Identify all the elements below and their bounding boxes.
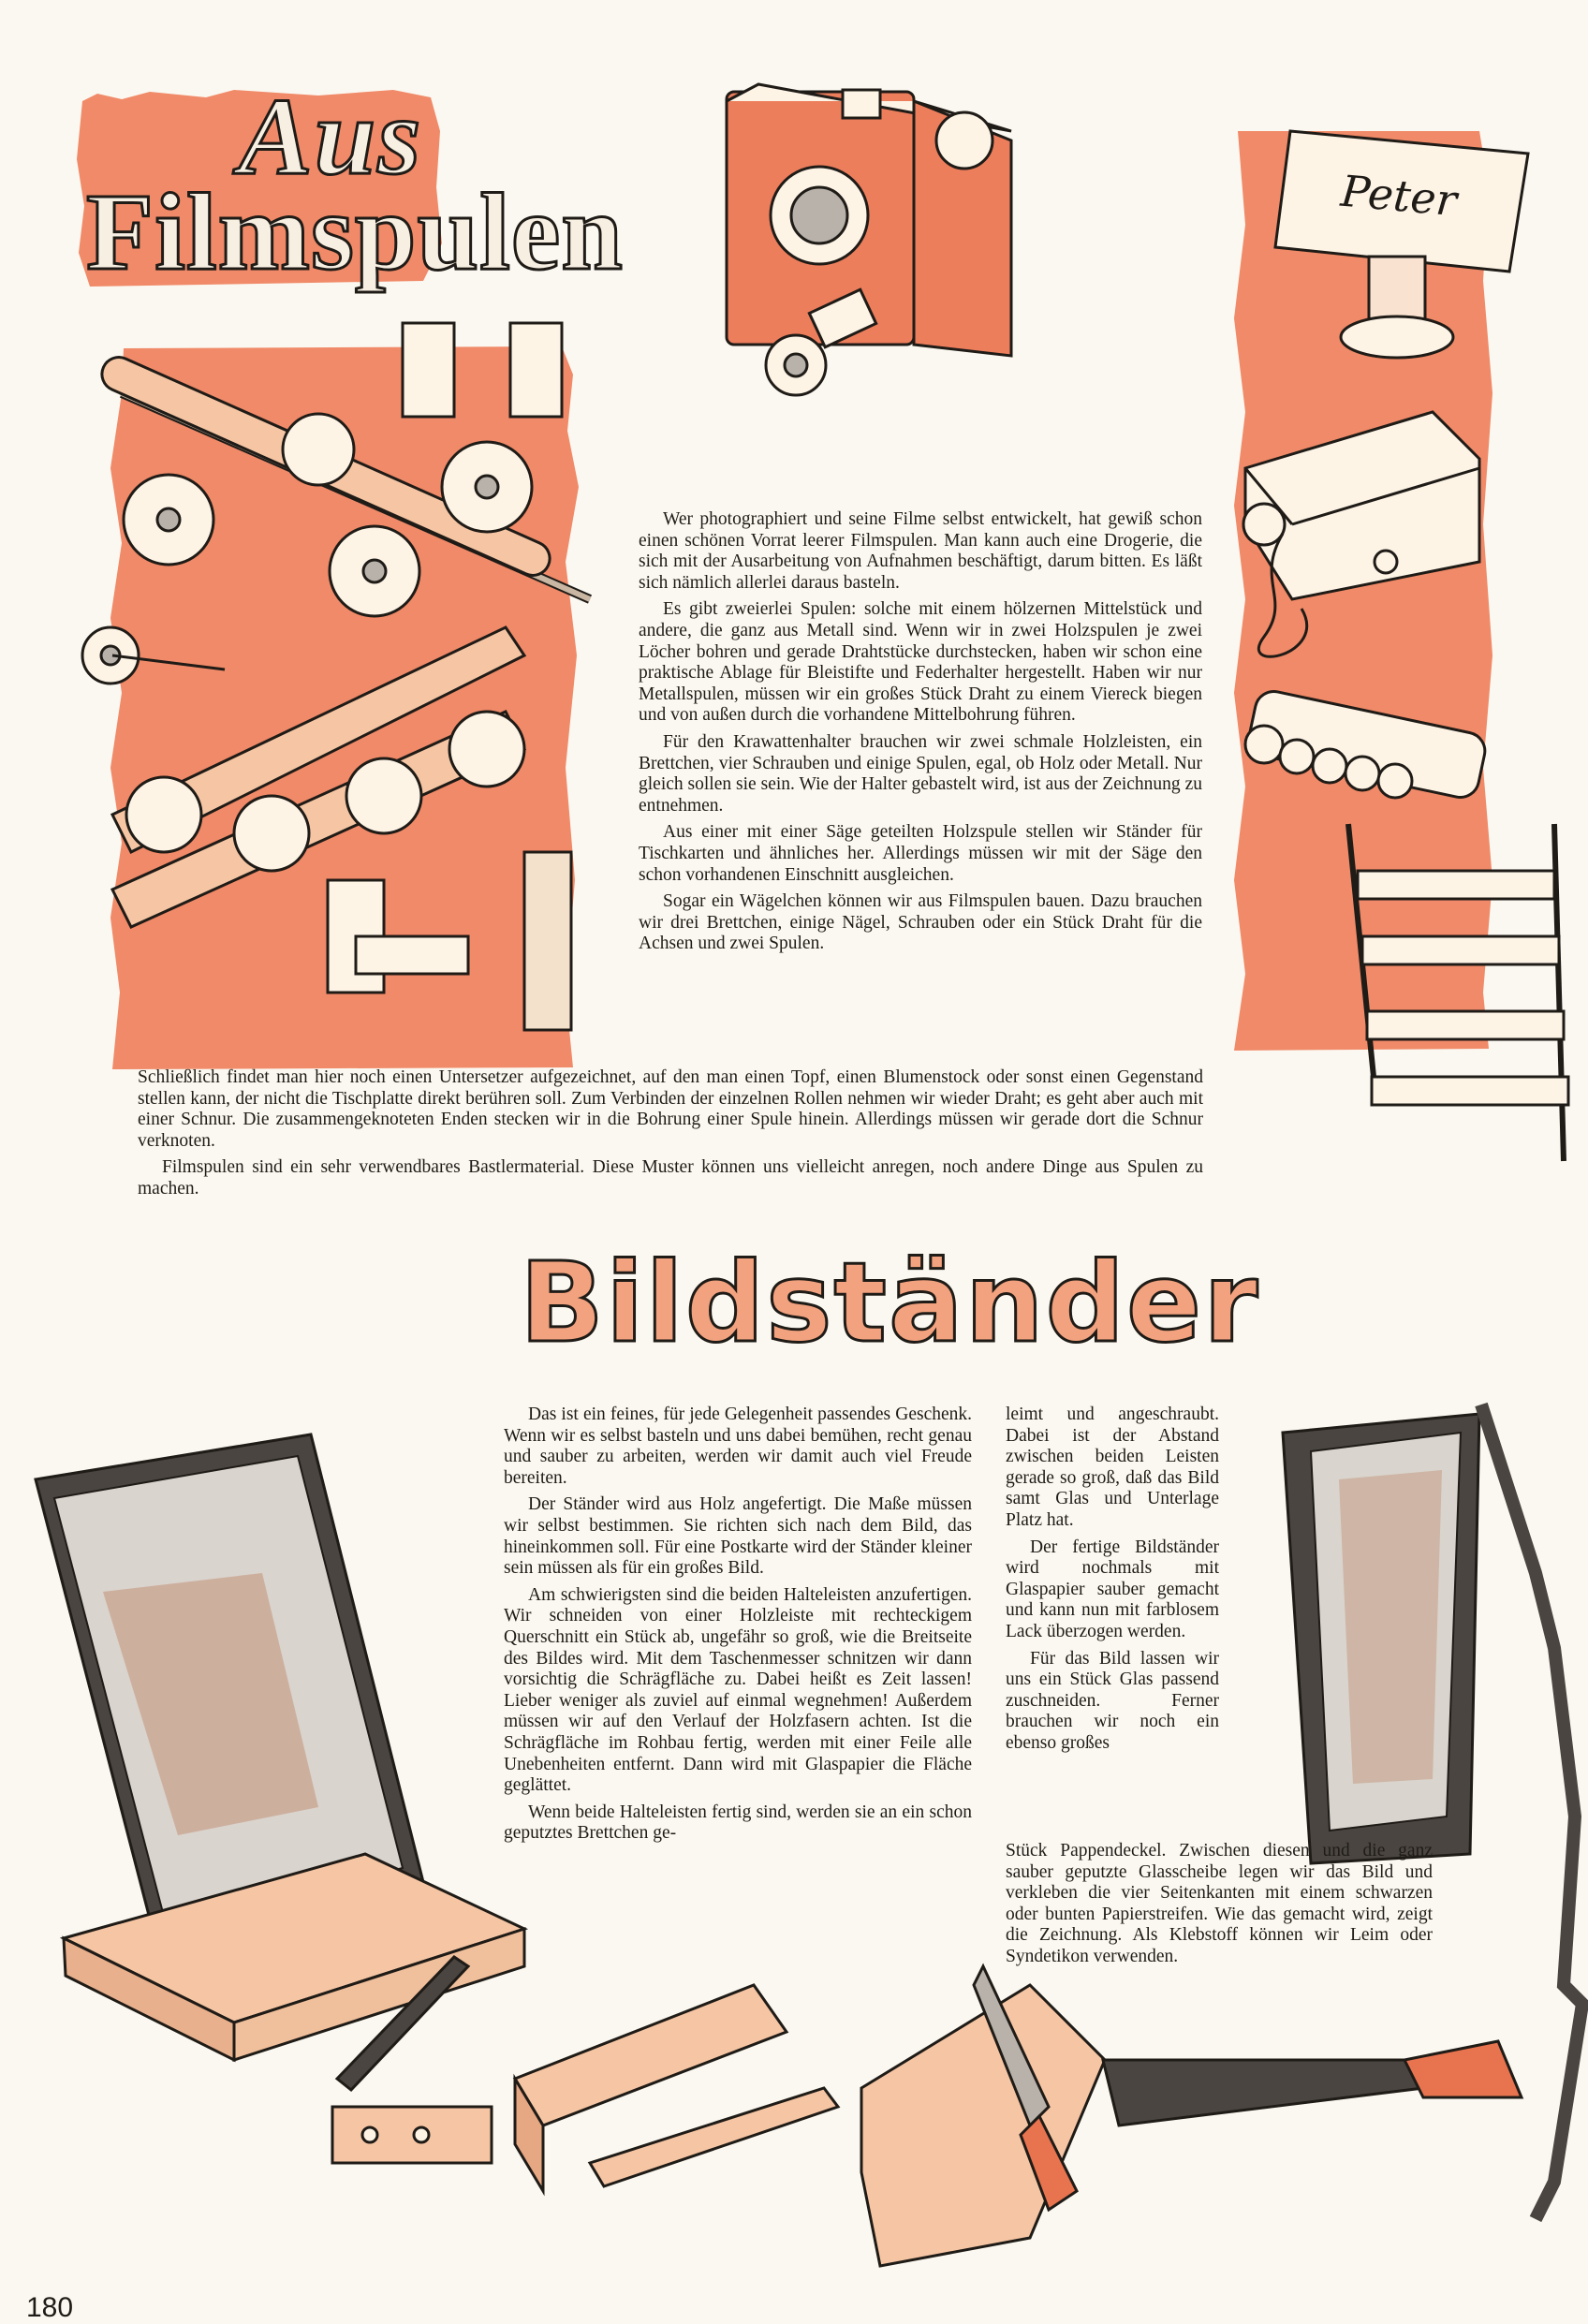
- paragraph: Der Ständer wird aus Holz angefertigt. Die Maße müssen wir selbst bestimmen. Sie richten sich nach dem Bild, das hineinkommen soll. Für eine Postkarte wird der Ständer kleiner sein müssen als für ein großes Bild.: [504, 1494, 972, 1579]
- paragraph: Schließlich findet man hier noch einen Untersetzer aufgezeichnet, auf den man einen Topf, einen Blumenstock oder sonst einen Gegenstand stellen kann, der nicht die Tischplatte direkt berühren soll. Zum Verbinden der einzelnen Rollen nehmen wir wieder Draht; es geht aber auch mit einer Schnur. Die zusammengeknoteten Enden stecken wir in die Bohrung einer Spule hinein. Allerdings müssen wir gerade dort die Schnur verknoten.: [138, 1067, 1203, 1151]
- bildstaender-column-3: [1006, 1841, 1433, 1974]
- paragraph: Für den Krawattenhalter brauchen wir zwei schmale Holzleisten, ein Brettchen, vier Schrauben und einige Spulen, egal, ob Holz oder Metall. Nur gleich sollen sie sein. Wie der Halter gebastelt wird, ist aus der Zeichnung zu entnehmen.: [639, 731, 1202, 816]
- paragraph: Wer photographiert und seine Filme selbst entwickelt, hat gewiß schon einen schönen Vorrat leerer Filmspulen. Man kann auch eine Drogerie, die sich mit der Ausarbeitung von Aufnahmen beschäftigt, darum bitten. Es läßt sich nämlich allerlei daraus basteln.: [639, 509, 1202, 593]
- paragraph: Für das Bild lassen wir uns ein Stück Glas passend zuschneiden. Ferner brauchen wir noch ein ebenso großes: [1006, 1648, 1219, 1753]
- filmspulen-text-column: [639, 509, 1202, 961]
- section-title-bildstaender: Bildständer: [520, 1238, 1260, 1367]
- bottom-tools-drawing: [332, 1957, 1522, 2266]
- filmspulen-wide-text: [138, 1067, 1203, 1206]
- camera-drawing: [727, 84, 1011, 395]
- paragraph: Wenn beide Halteleisten fertig sind, werden sie an ein schon geputztes Brettchen ge-: [504, 1802, 972, 1844]
- paragraph: Sogar ein Wägelchen können wir aus Filmspulen bauen. Dazu brauchen wir drei Brettchen, einige Nägel, Schrauben oder ein Stück Draht für die Achsen und zwei Spulen.: [639, 891, 1202, 954]
- paragraph: Am schwierigsten sind die beiden Halteleisten anzufertigen. Wir schneiden von einer Holzleiste mit rechteckigem Querschnitt ein Stück ab, ungefähr so groß, wie die Breitseite des Bildes wird. Mit dem Taschenmesser schnitzen wir dann vorsichtig die Schrägfläche zu. Dabei heißt es Zeit lassen! Lieber weniger als zuviel auf einmal wegnehmen! Außerdem müssen wir auf den Verlauf der Holzfasern achten. Ist die Schrägfläche im Rohbau fertig, werden mit einer Feile alle Unebenheiten entfernt. Dann wird mit Glaspapier die Fläche geglättet.: [504, 1584, 972, 1796]
- name-card-label: Peter: [1338, 165, 1460, 227]
- page-number: 180: [26, 2292, 74, 2323]
- bildstaender-column-1: [504, 1405, 972, 1850]
- paragraph: Es gibt zweierlei Spulen: solche mit einem hölzernen Mittelstück und andere, die ganz aus Metall sind. Wenn wir in zwei Holzspulen je zwei Löcher bohren und gerade Drahtstücke durchstecken, haben wir schon eine praktische Ablage für Bleistifte und Federhalter hergestellt. Haben wir nur Metallspulen, müssen wir ein großes Stück Draht zu einem Viereck biegen und von außen durch die vorhandene Mittelbohrung führen.: [639, 599, 1202, 726]
- paragraph: Der fertige Bildständer wird nochmals mit Glaspapier sauber gemacht und kann nun mit farblosem Lack überzogen werden.: [1006, 1537, 1219, 1641]
- title-line2: Filmspulen: [86, 170, 624, 293]
- paragraph: Stück Pappendeckel. Zwischen diesen und die ganz sauber geputzte Glasscheibe legen wir das Bild und verkleben die vier Seitenkanten mit einem schwarzen oder bunten Papierstreifen. Wie das gemacht wird, zeigt die Zeichnung. Als Klebstoff können wir Leim oder Syndetikon verwenden.: [1006, 1841, 1433, 1966]
- paragraph: leimt und angeschraubt. Dabei ist der Abstand zwischen beiden Leisten gerade so groß, daß das Bild samt Glas und Unterlage Platz hat.: [1006, 1405, 1219, 1530]
- bildstaender-column-2: [1006, 1405, 1219, 1760]
- paragraph: Das ist ein feines, für jede Gelegenheit passendes Geschenk. Wenn wir es selbst basteln und uns dabei bemühen, recht genau und sauber zu arbeiten, werden wir damit auch viel Freude bereiten.: [504, 1405, 972, 1488]
- paragraph: Aus einer mit einer Säge geteilten Holzspule stellen wir Ständer für Tischkarten und ähnliches her. Allerdings müssen wir mit der Säge den schon vorhandenen Einschnitt ausgleichen.: [639, 822, 1202, 885]
- paragraph: Filmspulen sind ein sehr verwendbares Bastlermaterial. Diese Muster können uns vielleicht anregen, noch andere Dinge aus Spulen zu machen.: [138, 1157, 1203, 1199]
- title-line1: Aus: [239, 75, 423, 198]
